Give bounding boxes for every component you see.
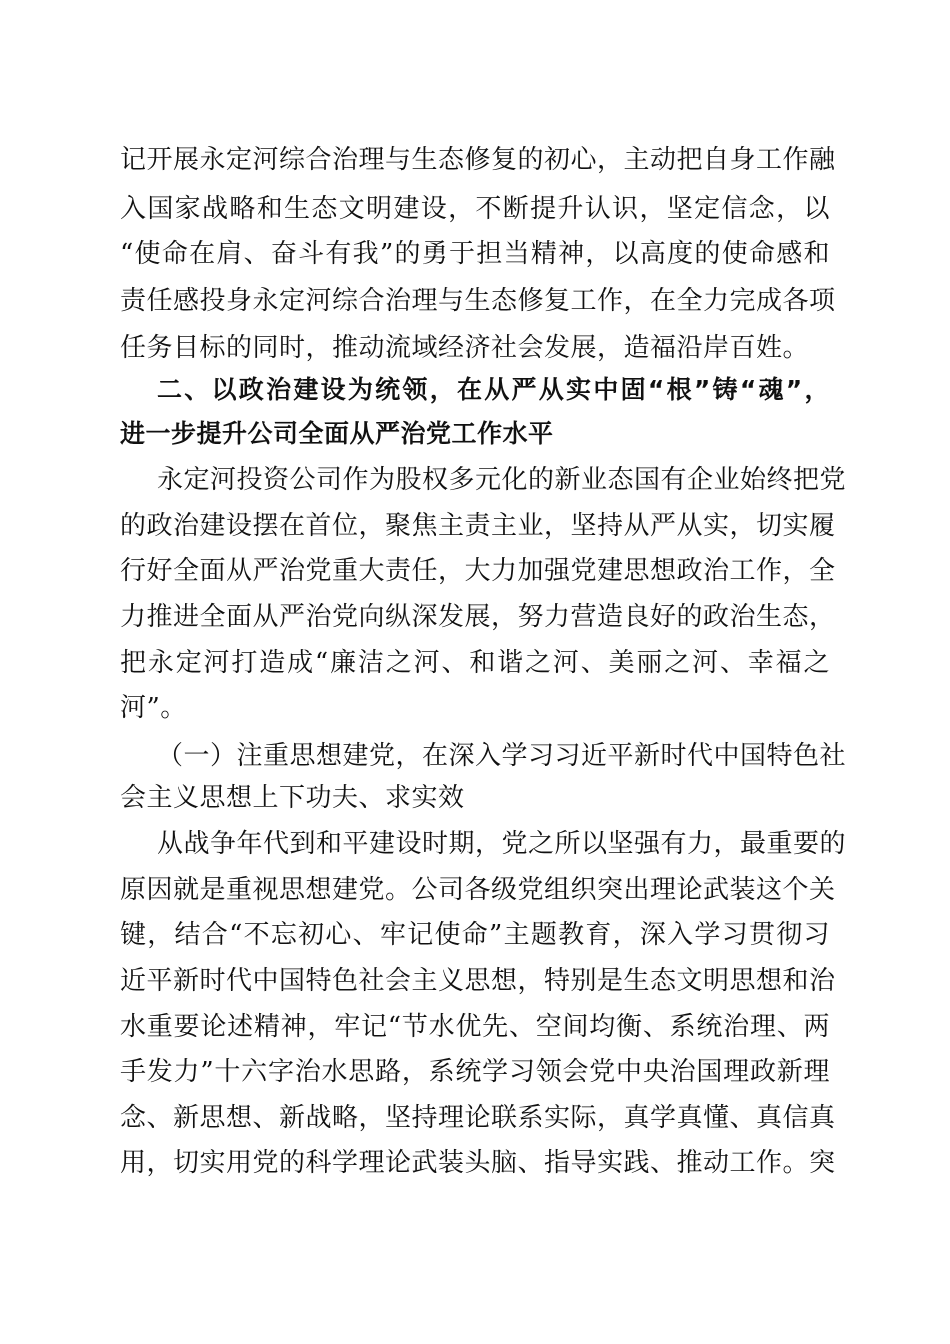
text-line-17: 原因就是重视思想建党。公司各级党组织突出理论武装这个关 — [120, 875, 836, 905]
text-line-1: 记开展永定河综合治理与生态修复的初心，主动把自身工作融 — [120, 145, 836, 175]
text-line-19: 近平新时代中国特色社会主义思想，特别是生态文明思想和治 — [120, 966, 836, 996]
text-line-22: 念、新思想、新战略，坚持理论联系实际，真学真懂、真信真 — [120, 1103, 836, 1133]
text-line-13: 河”。 — [120, 693, 187, 723]
text-line-8: 永定河投资公司作为股权多元化的新业态国有企业始终把党 — [157, 465, 847, 495]
text-line-4: 责任感投身永定河综合治理与生态修复工作，在全力完成各项 — [120, 286, 836, 316]
text-line-3: “使命在肩、奋斗有我”的勇于担当精神，以高度的使命感和 — [120, 239, 830, 269]
text-line-21: 手发力”十六字治水思路，系统学习领会党中央治国理政新理 — [120, 1057, 830, 1087]
subsection-heading-line-2: 会主义思想上下功夫、求实效 — [120, 783, 465, 813]
subsection-heading-line-1: （一）注重思想建党，在深入学习习近平新时代中国特色社 — [157, 741, 847, 771]
text-line-11: 力推进全面从严治党向纵深发展，努力营造良好的政治生态， — [120, 602, 836, 632]
text-line-2: 入国家战略和生态文明建设，不断提升认识，坚定信念，以 — [120, 194, 830, 224]
text-line-16: 从战争年代到和平建设时期，党之所以坚强有力，最重要的 — [157, 829, 847, 859]
text-line-9: 的政治建设摆在首位，聚焦主责主业，坚持从严从实，切实履 — [120, 511, 836, 541]
text-line-12: 把永定河打造成“廉洁之河、和谐之河、美丽之河、幸福之 — [120, 648, 830, 678]
section-heading-line-2: 进一步提升公司全面从严治党工作水平 — [120, 419, 554, 448]
text-line-5: 任务目标的同时，推动流域经济社会发展，造福沿岸百姓。 — [120, 333, 810, 363]
section-heading-line-1: 二、以政治建设为统领，在从严从实中固“根”铸“魂”， — [157, 375, 830, 404]
text-line-23: 用，切实用党的科学理论武装头脑、指导实践、推动工作。突 — [120, 1148, 836, 1178]
text-line-18: 键，结合“不忘初心、牢记使命”主题教育，深入学习贯彻习 — [120, 920, 830, 950]
text-line-10: 行好全面从严治党重大责任，大力加强党建思想政治工作，全 — [120, 556, 836, 586]
text-line-20: 水重要论述精神，牢记“节水优先、空间均衡、系统治理、两 — [120, 1012, 830, 1042]
